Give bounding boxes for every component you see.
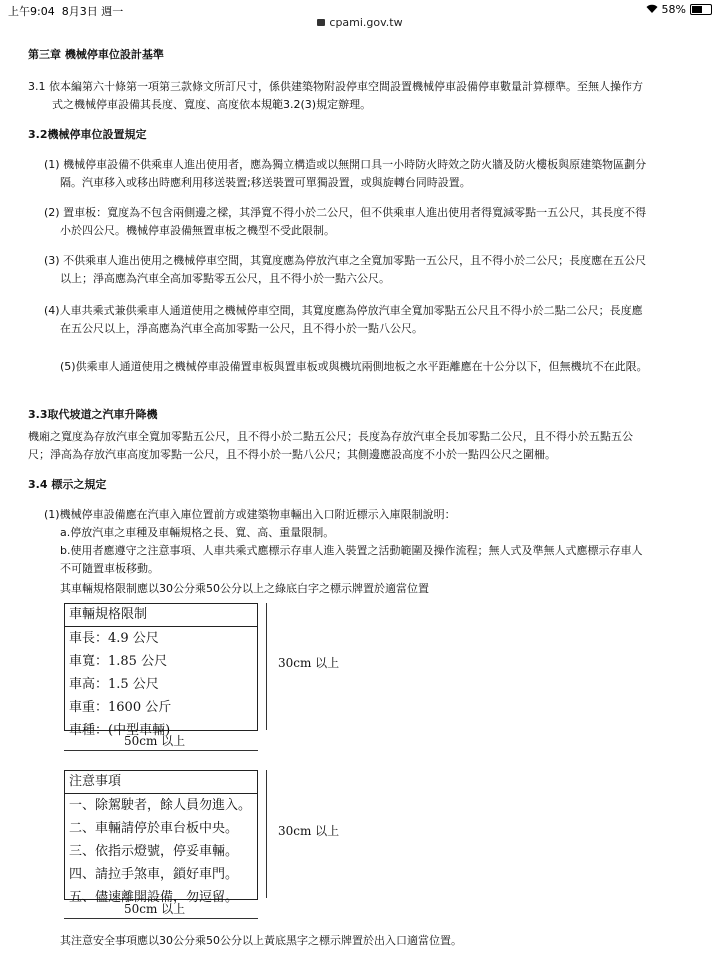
chapter-title: 第三章 機械停車位設計基準 xyxy=(28,48,164,61)
s34-item-b-line1: b.使用者應遵守之注意事項、人車共乘式應標示存車人進入裝置之活動範圍及操作流程；無人式及準無人式應標示存車人 xyxy=(60,544,643,557)
sign2-row: 三、依指示燈號，停妥車輛。 xyxy=(69,844,239,859)
s34-title: 3.4 標示之規定 xyxy=(28,478,107,491)
sign2-height-dimension-line xyxy=(266,770,267,898)
s34-item-a: a.停放汽車之車種及車輛規格之長、寬、高、重量限制。 xyxy=(60,526,335,539)
s32-p1-line1: (1) 機械停車設備不供乘車人進出使用者，應為獨立構造或以無開口具一小時防火時效之防火牆及防火樓板與原建築物區劃分 xyxy=(44,158,647,171)
s32-p4-line1: (4)人車共乘式兼供乘車人通道使用之機械停車空間，其寬度應為停放汽車全寬加零點五公尺且不得小於二點二公尺；長度應 xyxy=(44,304,643,317)
sign2-row: 一、除駕駛者，餘人員勿進入。 xyxy=(69,798,252,813)
address-bar[interactable] xyxy=(0,16,720,34)
battery-fill xyxy=(692,6,702,13)
sign2-width-label: 50cm 以上 xyxy=(124,902,186,916)
sign2-row: 五、儘速離開設備，勿逗留。 xyxy=(69,890,239,905)
s32-p3-line1: (3) 不供乘車人進出使用之機械停車空間，其寬度應為停放汽車之全寬加零點一五公尺，且不得小於二公尺；長度應在五公尺 xyxy=(44,254,647,267)
sign1-row: 車寬：1.85 公尺 xyxy=(69,654,168,669)
s32-p2-line2: 小於四公尺。機械停車設備無置車板之機型不受此限制。 xyxy=(60,224,335,237)
sign2-note: 其注意安全事項應以30公分乘50公分以上黃底黑字之標示牌置於出入口適當位置。 xyxy=(60,934,462,947)
s34-line1: (1)機械停車設備應在汽車入庫位置前方或建築物車輛出入口附近標示入庫限制說明： xyxy=(44,508,456,521)
sign1-height-dimension-line xyxy=(266,603,267,730)
s32-p4-line2: 在五公尺以上，淨高應為汽車全高加零點一公尺，且不得小於一點八公尺。 xyxy=(60,322,423,335)
wifi-icon xyxy=(646,3,658,16)
s34-item-b-line2: 不可隨置車板移動。 xyxy=(60,562,159,575)
sign1-width-label: 50cm 以上 xyxy=(124,734,186,748)
sign1-row: 車長：4.9 公尺 xyxy=(69,631,159,646)
sign1-note: 其車輛規格限制應以30公分乘50公分以上之綠底白字之標示牌置於適當位置 xyxy=(60,582,429,595)
s31-line2: 式之機械停車設備其長度、寬度、高度依本規範3.2(3)規定辦理。 xyxy=(52,98,372,111)
battery-percent: 58% xyxy=(661,3,686,16)
status-time: 上午9:04 xyxy=(8,5,55,18)
s32-p1-line2: 隔。汽車移入或移出時應利用移送裝置;移送裝置可單獨設置，或與旋轉台同時設置。 xyxy=(60,176,471,189)
sign2-header: 注意事項 xyxy=(65,771,257,794)
status-date: 8月3日 週一 xyxy=(61,5,124,18)
status-right xyxy=(646,3,712,16)
sign2-width-dimension-line xyxy=(64,918,258,919)
sign1-height-label: 30cm 以上 xyxy=(278,656,340,670)
s32-p3-line2: 以上；淨高應為汽車全高加零點零五公尺，且不得小於一點六公尺。 xyxy=(60,272,390,285)
sign1-row: 車重：1600 公斤 xyxy=(69,700,172,715)
battery-icon xyxy=(690,4,712,15)
sign1-width-dimension-line xyxy=(64,750,258,751)
s33-line2: 尺；淨高為存放汽車高度加零點一公尺，且不得小於一點八公尺；其側邊應設高度不小於一點四公尺之圍柵。 xyxy=(28,448,556,461)
safety-notice-sign xyxy=(64,770,258,905)
sign1-header: 車輛規格限制 xyxy=(65,604,257,627)
s32-title: 3.2機械停車位設置規定 xyxy=(28,128,147,141)
s32-p5: (5)供乘車人通道使用之機械停車設備置車板與置車板或與機坑兩側地板之水平距離應在十公分以下，但無機坑不在此限。 xyxy=(60,360,648,373)
url-text: cpami.gov.tw xyxy=(329,16,403,29)
s33-title: 3.3取代坡道之汽車升降機 xyxy=(28,408,158,421)
sign1-row: 車高：1.5 公尺 xyxy=(69,677,159,692)
sign2-row: 四、請拉手煞車，鎖好車門。 xyxy=(69,867,239,882)
lock-icon xyxy=(317,19,325,26)
sign2-row: 二、車輛請停於車台板中央。 xyxy=(69,821,239,836)
vehicle-spec-sign xyxy=(64,603,258,738)
s31-line1: 3.1 依本編第六十條第一項第三款條文所訂尺寸，係供建築物附設停車空間設置機械停車設備停車數量計算標準。至無人操作方 xyxy=(28,80,643,93)
sign1-row: 車種：(中型車輛) xyxy=(69,723,171,738)
s33-line1: 機廂之寬度為存放汽車全寬加零點五公尺，且不得小於二點五公尺；長度為存放汽車全長加零點二公尺，且不得小於五點五公 xyxy=(28,430,633,443)
sign2-height-label: 30cm 以上 xyxy=(278,824,340,838)
s32-p2-line1: (2) 置車板：寬度為不包含兩側邊之樑，其淨寬不得小於二公尺，但不供乘車人進出使用者得寬減零點一五公尺，其長度不得 xyxy=(44,206,647,219)
